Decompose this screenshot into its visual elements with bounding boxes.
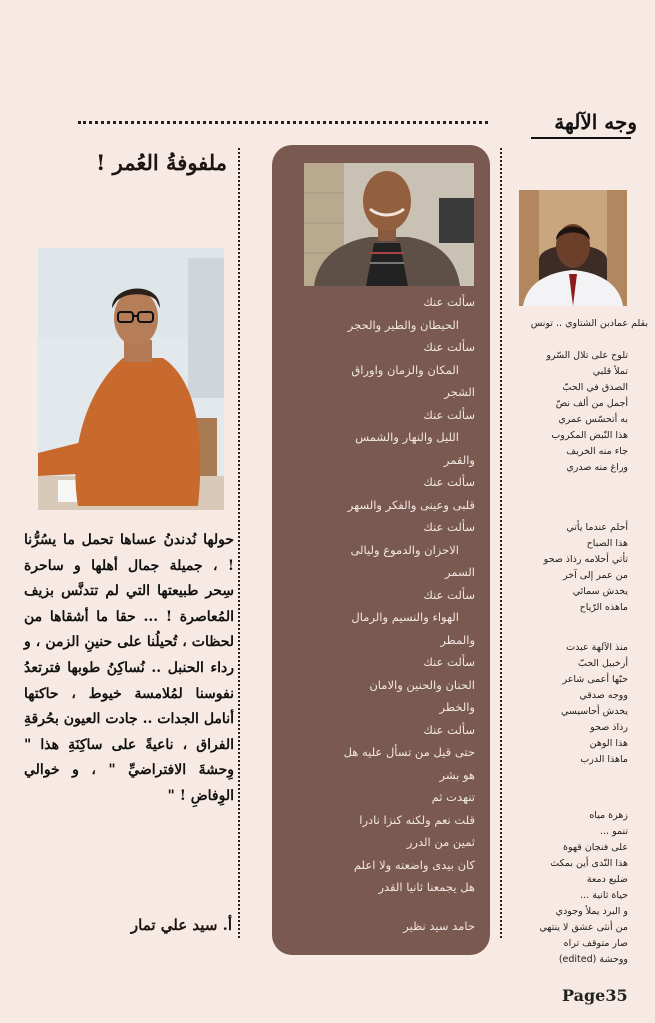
- header-dotted-rule: [78, 121, 488, 124]
- poem-line: والقمر: [443, 452, 475, 467]
- poet-photo-bald-man: [304, 163, 474, 286]
- stanza-line: ووجه صدقي: [579, 690, 628, 701]
- article-author: أ. سيد علي تمار: [130, 916, 232, 934]
- poem-line: السمر: [445, 565, 475, 579]
- stanza-line: زهرة مياه: [589, 810, 628, 821]
- poem-line: الهواء والنسيم والرمال: [351, 610, 459, 624]
- poem-line: قلبى وعينى والفكر والسهر: [347, 497, 475, 512]
- stanza-line: تنمو ...: [600, 826, 628, 837]
- stanza-line: تأتي أحلامه رذاذ صحو: [543, 554, 628, 565]
- stanza-line: أجمل من ألف نصّ: [555, 398, 628, 409]
- article-body: حولها نُدندنُ عساها تحمل ما يسُرُّنا ! ، جميلة جمال أهلها و ساحرة سِحر طبيعتها التي لم تتدنَّس بزيف المُعاصرة ! ... حقا ما أشقاها من لحظات ، تُحيلُنا على حنينِ الزمن ، و رداء الحنبل .. نُساكِنُ طوبها فترتعدُ نفوسنا لمُلامسة خيوط ، حاكتها أنامل الجدات .. جادت العيون بحُرقةِ الفراق ، ناعيةً على ساكِنَةِ هذا " وِحشةَ الافتراضيِّ " ، و خوالي الوِفاضِ ! ": [24, 532, 234, 804]
- poem-line: سألت عنك: [423, 520, 475, 534]
- stanza-line: به أتحسّس عمري: [558, 414, 628, 425]
- section-title-underline: [531, 137, 631, 139]
- poet-photo-illustration: [304, 163, 474, 286]
- stanza-line: يخدش سمائي: [572, 586, 628, 597]
- stanza-line: هذا الصباح: [586, 538, 628, 549]
- stanza-line: ماهذه الرّياح: [579, 602, 628, 613]
- poem-line: سألت عنك: [423, 587, 475, 602]
- poem-line: الليل والنهار والشمس: [355, 430, 459, 444]
- stanza-line: هذا الوهن: [589, 738, 628, 749]
- stanza-line: على فنجان قهوة: [563, 842, 628, 853]
- poet-photo-man-at-desk: [519, 190, 627, 306]
- author-photo-young-man: [38, 248, 224, 510]
- column-divider-left: [238, 148, 240, 938]
- poem-line: سألت عنك: [423, 655, 475, 669]
- poem-line: حتى قيل من تسأل عليه هل: [343, 745, 475, 759]
- poem-line: والخطر: [439, 700, 475, 714]
- stanza-line: منذ الآلهة عبدت: [566, 642, 628, 653]
- page-number: Page35: [562, 986, 628, 1005]
- poem-line: قلت نعم ولكنه كنزا نادرا: [359, 812, 475, 827]
- stanza-line: ضليع دمعة: [586, 874, 628, 885]
- poem-line: سألت عنك: [423, 722, 475, 737]
- article-title: ملفوفةُ العُمر !: [96, 150, 227, 175]
- stanza-line: صار متوقف تراه: [563, 938, 628, 949]
- poem-line: المكان والزمان واوراق: [351, 362, 459, 377]
- stanza-line: جاء منه الخريف: [566, 446, 628, 457]
- right-poem-byline: بقلم عمادبن الشتاوي .. تونس: [530, 318, 648, 329]
- poet-photo-illustration-right: [519, 190, 627, 306]
- stanza-line: حياة ثانية ...: [580, 890, 628, 901]
- right-poem-stanza-1: [506, 348, 628, 476]
- poem-line: هو بشر: [439, 767, 475, 782]
- poem-line: حامد سيد نظير: [403, 918, 475, 933]
- poem-line: هل يجمعنا ثانيا القدر: [378, 880, 475, 894]
- poem-line: سألت عنك: [423, 475, 475, 489]
- stanza-line: ماهذا الدرب: [580, 754, 628, 765]
- poem-line: الحنان والحنين والامان: [369, 677, 475, 692]
- poem-line: الشجر: [444, 385, 475, 399]
- section-title: وجه الآلهة: [554, 110, 637, 134]
- stanza-line: وراغ منه صدري: [566, 462, 628, 473]
- poem-line: ثمين من الدرر: [406, 835, 475, 849]
- poem-line: الحيطان والطير والحجر: [347, 317, 459, 332]
- stanza-line: و البرد يملأ وجودي: [555, 906, 628, 917]
- stanza-line: يخدش أحاسيسي: [560, 706, 628, 717]
- stanza-line: من أنثى عشق لا ينتهي: [539, 922, 628, 933]
- right-poem-stanza-4: [506, 808, 628, 968]
- poem-line: والمطر: [440, 632, 475, 647]
- stanza-line: هذا النّبض المكروب: [551, 430, 628, 441]
- stanza-line: تملأ قلبي: [592, 366, 628, 377]
- stanza-line: ووحشة (edited): [558, 954, 628, 965]
- right-poem-stanza-2: [506, 520, 628, 616]
- stanza-line: أحلم عندما يأتي: [566, 522, 628, 533]
- stanza-line: من عمر إلى آخر: [563, 570, 628, 581]
- stanza-line: حبّها أعمى شاعر: [562, 674, 628, 685]
- poem-line: كان بيدى واضعته ولا اعلم: [353, 857, 475, 872]
- right-poem-stanza-3: [506, 640, 628, 768]
- poem-line: سألت عنك: [423, 340, 475, 354]
- poem-line: الاحزان والدموع وليالى: [350, 542, 459, 557]
- poem-line: تنهدت ثم: [431, 790, 475, 804]
- stanza-line: أرخبيل الحبّ: [577, 658, 628, 669]
- stanza-line: تلوح على تلال السّرو: [546, 350, 628, 361]
- poem-line: سألت عنك: [423, 295, 475, 309]
- author-photo-illustration: [38, 248, 224, 510]
- poem-lines: [300, 291, 475, 937]
- stanza-line: الصدق في الحبّ: [562, 382, 628, 393]
- poem-line: سألت عنك: [423, 407, 475, 422]
- column-divider-right: [500, 148, 502, 938]
- stanza-line: هذا النّدى أين بمكث: [550, 858, 628, 869]
- stanza-line: رذاذ صحو: [590, 722, 628, 733]
